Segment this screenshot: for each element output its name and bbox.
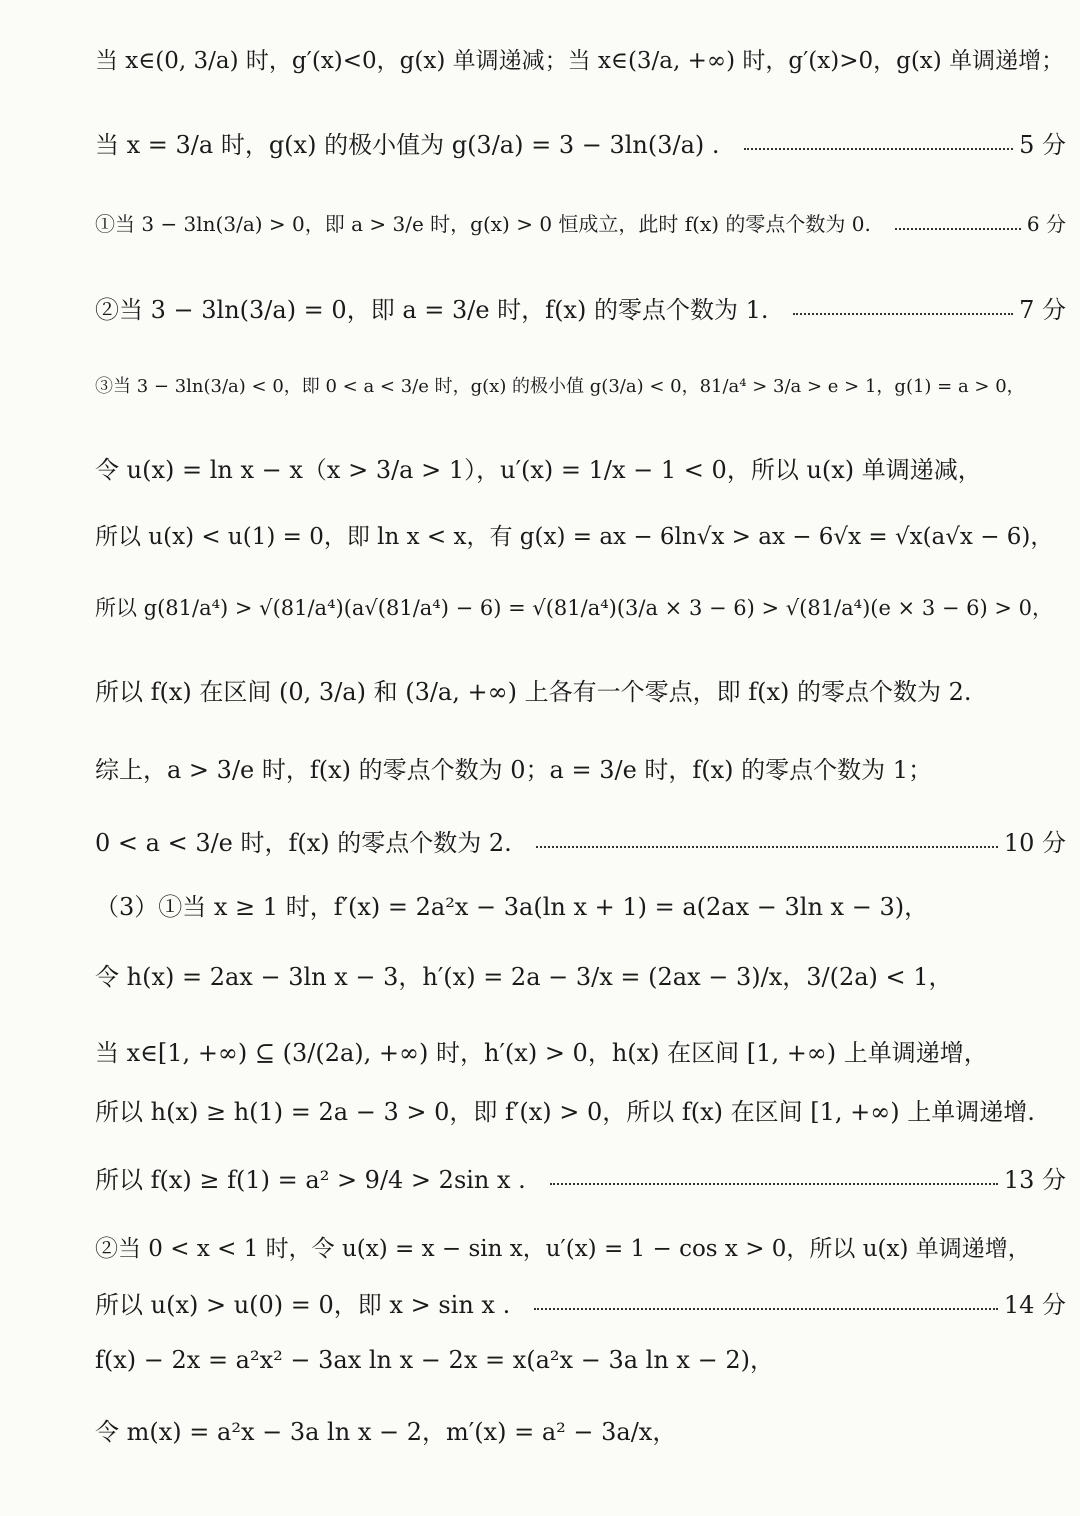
- score-label: 5 分: [1019, 131, 1066, 159]
- solution-line-3: [95, 208, 1066, 237]
- score-leader-dots: [536, 846, 998, 848]
- line-text: 所以 g(81/a⁴) > √(81/a⁴)(a√(81/a⁴) − 6) = √(81/a⁴)(3/a × 3 − 6) > √(81/a⁴)(e × 3 − 6) > 0，: [95, 596, 1053, 620]
- solution-line-4: [95, 290, 1066, 325]
- line-text: f(x) − 2x = a²x² − 3ax ln x − 2x = x(a²x − 3a ln x − 2)，: [95, 1346, 774, 1374]
- line-text: ②当 0 < x < 1 时，令 u(x) = x − sin x，u′(x) = 1 − cos x > 0，所以 u(x) 单调递增，: [95, 1236, 1031, 1262]
- solution-line-11: [95, 823, 1066, 858]
- line-text: 0 < a < 3/e 时，f(x) 的零点个数为 2.: [95, 829, 512, 857]
- score-label: 14 分: [1003, 1291, 1066, 1319]
- line-text: 所以 h(x) ≥ h(1) = 2a − 3 > 0，即 f′(x) > 0，所以 f(x) 在区间 [1, +∞) 上单调递增.: [95, 1098, 1035, 1126]
- solution-line-15: [95, 1092, 1066, 1127]
- line-text: （3）①当 x ≥ 1 时，f′(x) = 2a²x − 3a(ln x + 1) = a(2ax − 3ln x − 3)，: [95, 893, 929, 921]
- line-text: 所以 f(x) 在区间 (0, 3/a) 和 (3/a, +∞) 上各有一个零点，即 f(x) 的零点个数为 2.: [95, 678, 972, 706]
- line-text: 所以 u(x) < u(1) = 0，即 ln x < x，有 g(x) = ax − 6ln√x > ax − 6√x = √x(a√x − 6)，: [95, 524, 1054, 550]
- solution-line-10: [95, 750, 1066, 785]
- score-label: 7 分: [1019, 296, 1066, 324]
- solution-line-17: [95, 1230, 1066, 1263]
- score-leader-dots: [534, 1308, 998, 1310]
- solution-line-14: [95, 1033, 1066, 1068]
- score-leader-dots: [550, 1183, 998, 1185]
- solution-line-7: [95, 518, 1066, 551]
- solution-line-20: [95, 1412, 1066, 1447]
- score-leader-dots: [744, 148, 1014, 150]
- line-text: 当 x∈(0, 3/a) 时，g′(x)<0，g(x) 单调递减；当 x∈(3/a, +∞) 时，g′(x)>0，g(x) 单调递增；: [95, 48, 1065, 74]
- solution-line-8: [95, 592, 1066, 622]
- score-leader-dots: [793, 313, 1014, 315]
- line-text: 令 m(x) = a²x − 3a ln x − 2，m′(x) = a² − 3a/x，: [95, 1418, 677, 1446]
- solution-line-2: [95, 125, 1066, 160]
- line-text: 综上，a > 3/e 时，f(x) 的零点个数为 0；a = 3/e 时，f(x) 的零点个数为 1；: [95, 756, 933, 784]
- score-label: 6 分: [1026, 212, 1066, 236]
- line-text: 令 h(x) = 2ax − 3ln x − 3，h′(x) = 2a − 3/x = (2ax − 3)/x，3/(2a) < 1，: [95, 963, 953, 991]
- line-text: 当 x = 3/a 时，g(x) 的极小值为 g(3/a) = 3 − 3ln(3/a) .: [95, 131, 720, 159]
- solution-line-12: [95, 887, 1066, 922]
- solution-line-16: [95, 1160, 1066, 1195]
- line-text: 所以 u(x) > u(0) = 0，即 x > sin x .: [95, 1291, 511, 1319]
- score-label: 10 分: [1003, 829, 1066, 857]
- line-text: 当 x∈[1, +∞) ⊆ (3/(2a), +∞) 时，h′(x) > 0，h(x) 在区间 [1, +∞) 上单调递增，: [95, 1039, 988, 1067]
- solution-line-9: [95, 672, 1066, 707]
- line-text: ③当 3 − 3ln(3/a) < 0，即 0 < a < 3/e 时，g(x) 的极小值 g(3/a) < 0，81/a⁴ > 3/a > e > 1，g(1) = a > 0，: [95, 376, 1025, 397]
- solution-line-6: [95, 450, 1066, 485]
- score-leader-dots: [895, 228, 1021, 230]
- line-text: ①当 3 − 3ln(3/a) > 0，即 a > 3/e 时，g(x) > 0 恒成立，此时 f(x) 的零点个数为 0.: [95, 212, 871, 236]
- solution-line-19: [95, 1340, 1066, 1375]
- line-text: 令 u(x) = ln x − x（x > 3/a > 1），u′(x) = 1/x − 1 < 0，所以 u(x) 单调递减，: [95, 456, 982, 484]
- solution-line-1: [95, 42, 1066, 75]
- line-text: ②当 3 − 3ln(3/a) = 0，即 a = 3/e 时，f(x) 的零点个数为 1.: [95, 296, 769, 324]
- solution-line-18: [95, 1285, 1066, 1320]
- line-text: 所以 f(x) ≥ f(1) = a² > 9/4 > 2sin x .: [95, 1166, 526, 1194]
- score-label: 13 分: [1003, 1166, 1066, 1194]
- solution-line-5: [95, 372, 1066, 398]
- solution-line-13: [95, 957, 1066, 992]
